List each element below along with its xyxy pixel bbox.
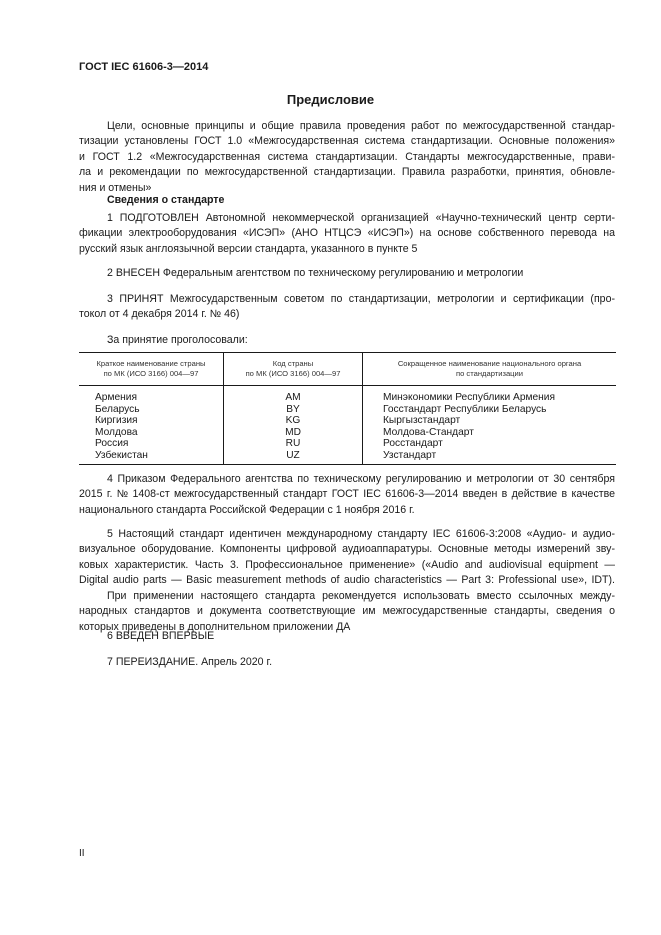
body-cell: Минэкономики Республики Армения <box>363 386 617 404</box>
body-cell: Узстандарт <box>363 450 617 465</box>
text-line: народных стандартов и документа соответствующие им межгосударственные стандарты, сведения о <box>79 605 615 618</box>
item-2-paragraph <box>79 266 615 281</box>
country-cell: Армения <box>95 392 137 403</box>
text-line: 5 Настоящий стандарт идентичен международному стандарту IEC 61606-3:2008 «Аудио- и аудио- <box>107 528 615 540</box>
text-line: Цели, основные принципы и общие правила проведения работ по межгосударственной стандар- <box>107 120 615 132</box>
text-line: 7 ПЕРЕИЗДАНИЕ. Апрель 2020 г. <box>107 656 273 668</box>
text-line: Digital audio parts — Basic measurement methods of audio characteristics — Part 3: Professional use», IDT). <box>79 574 615 587</box>
table-row <box>79 415 616 427</box>
document-code-header: ГОСТ IEC 61606-3—2014 <box>79 61 209 73</box>
text-line: 1 ПОДГОТОВЛЕН Автономной некоммерческой организацией «Научно-технический центр серти- <box>107 212 615 224</box>
text-line: За принятие проголосовали: <box>107 334 248 346</box>
code-cell: MD <box>224 427 363 439</box>
column-header-code: Код страны по МК (ИСО 3166) 004—97 <box>224 353 363 386</box>
text-line: ковых характеристик. Часть 3. Профессиональное применение» («Audio and audiovisual equipment — <box>79 558 615 571</box>
column-header-body: Сокращенное наименование национального органа по стандартизации <box>363 353 617 386</box>
table-row <box>79 386 616 404</box>
table-header-row <box>79 353 616 386</box>
text-line: русский язык англоязычной версии стандарта, указанного в пункте 5 <box>79 242 418 255</box>
text-line: 6 ВВЕДЕН ВПЕРВЫЕ <box>107 630 215 642</box>
body-cell: Росстандарт <box>363 438 617 450</box>
approval-table <box>79 352 616 465</box>
code-cell: UZ <box>224 450 363 465</box>
text-line: 2 ВНЕСЕН Федеральным агентством по техническому регулированию и метрологии <box>107 267 524 279</box>
voted-label <box>79 333 615 348</box>
body-cell: Молдова-Стандарт <box>363 427 617 439</box>
item-3-paragraph <box>79 292 615 323</box>
code-cell: BY <box>224 404 363 416</box>
item-5-paragraph <box>79 527 615 589</box>
text-line: визуальное оборудование. Компоненты цифровой аудиоаппаратуры. Основные методы измерений зву- <box>79 543 615 556</box>
table-row <box>79 404 616 416</box>
text-line: национального стандарта Российской Федерации с 1 ноября 2016 г. <box>79 503 415 516</box>
text-line: 4 Приказом Федерального агентства по техническому регулированию и метрологии от 30 сентября <box>107 473 615 485</box>
text-line: 3 ПРИНЯТ Межгосударственным советом по стандартизации, метрологии и сертификации (про- <box>107 293 615 305</box>
text-line: фикации электрооборудования «ИСЭП» (АНО НТЦСЭ «ИСЭП») на основе собственного перевода на <box>79 227 615 240</box>
country-cell: Беларусь <box>95 403 140 415</box>
item-1-paragraph <box>79 211 615 257</box>
text-line: ния и отмены» <box>79 181 152 194</box>
text-line: тизации установлены ГОСТ 1.0 «Межгосударственная система стандартизации. Основные положения» <box>79 135 615 148</box>
code-cell: RU <box>224 438 363 450</box>
item-6-paragraph <box>79 629 615 644</box>
body-cell: Госстандарт Республики Беларусь <box>363 404 617 416</box>
country-cell: Молдова <box>95 426 138 438</box>
item-7-paragraph <box>79 655 615 670</box>
table-row <box>79 450 616 465</box>
code-cell: AM <box>224 386 363 404</box>
text-line: и ГОСТ 1.2 «Межгосударственная система стандартизации. Стандарты межгосударственные, прави- <box>79 150 615 163</box>
code-cell: KG <box>224 415 363 427</box>
text-line: При применении настоящего стандарта рекомендуется использовать вместо ссылочных между- <box>107 590 615 602</box>
country-cell: Киргизия <box>95 415 138 426</box>
section-heading: Сведения о стандарте <box>107 194 225 206</box>
body-cell: Кыргызстандарт <box>363 415 617 427</box>
item-4-paragraph <box>79 472 615 518</box>
text-line: 2015 г. № 1408-ст межгосударственный стандарт ГОСТ IEC 61606-3—2014 введен в действие в качестве <box>79 488 615 501</box>
intro-paragraph <box>79 119 615 196</box>
column-header-country: Краткое наименование страны по МК (ИСО 3166) 004—97 <box>79 353 224 386</box>
page-number: II <box>79 848 85 859</box>
page-title: Предисловие <box>286 92 375 107</box>
country-cell: Россия <box>95 438 129 449</box>
text-line: токол от 4 декабря 2014 г. № 46) <box>79 308 240 321</box>
text-line: ла и рекомендации по межгосударственной стандартизации. Правила разработки, принятия, обновле- <box>79 166 615 179</box>
table-row <box>79 438 616 450</box>
text-line: которых приведены в дополнительном приложении ДА <box>79 620 351 633</box>
table-row <box>79 427 616 439</box>
country-cell: Узбекистан <box>95 449 148 461</box>
